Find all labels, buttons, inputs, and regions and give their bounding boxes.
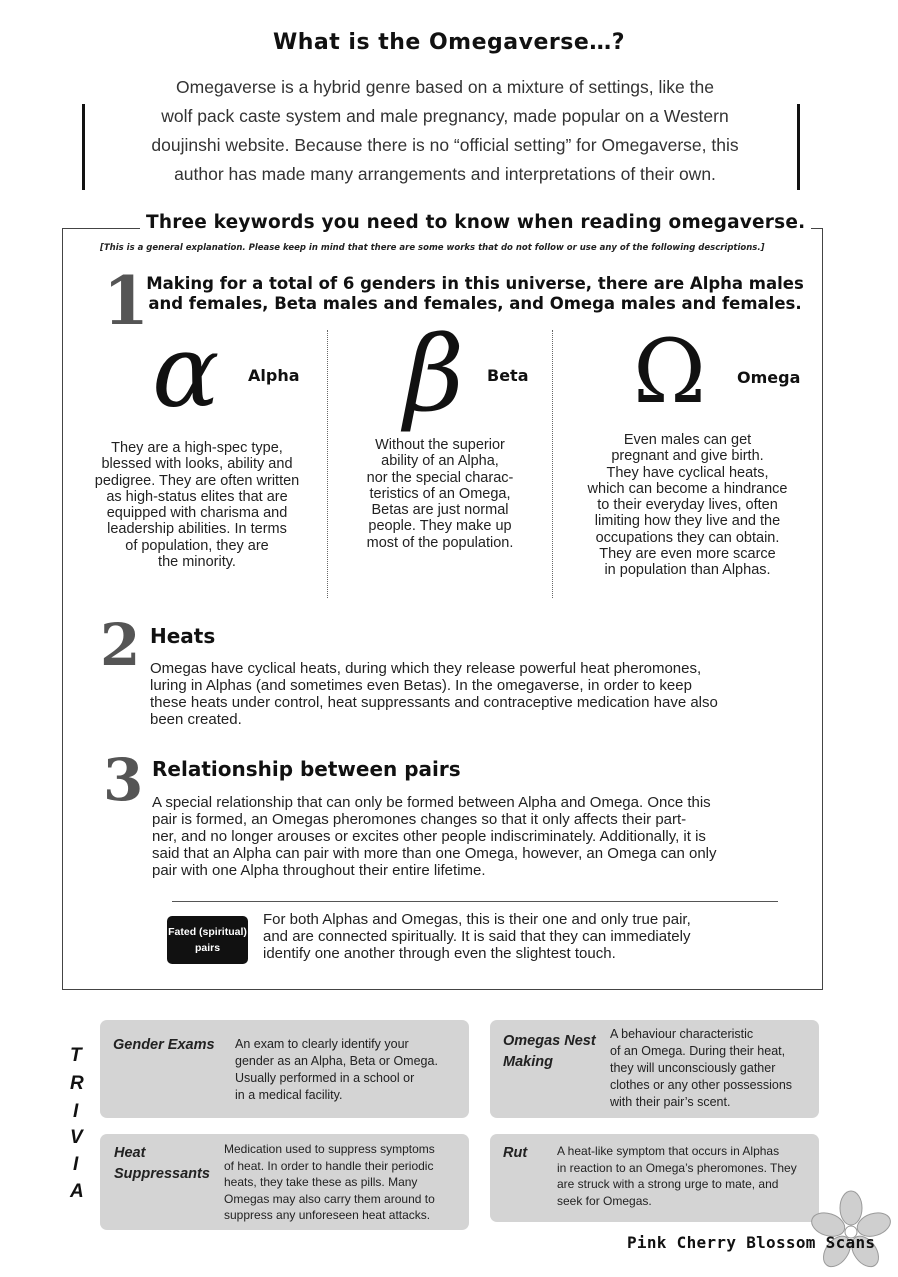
term-line: Omegas Nest xyxy=(503,1033,596,1049)
badge-line: pairs xyxy=(194,942,221,954)
relationship-line: pair with one Alpha throughout their entire lifetime. xyxy=(152,862,486,879)
def-line: of an Omega. During their heat, xyxy=(610,1044,786,1058)
divider-line xyxy=(172,901,778,902)
fated-line: identify one another through even the slightest touch. xyxy=(263,945,616,962)
def-line: they will unconsciously gather xyxy=(610,1061,776,1075)
scanlation-credit: Pink Cherry Blossom Scans xyxy=(627,1233,876,1252)
section-number-1: 1 xyxy=(103,262,149,340)
desc-line: which can become a hindrance xyxy=(587,480,788,497)
desc-line: nor the special charac- xyxy=(366,469,514,486)
heats-body xyxy=(150,660,820,728)
fated-line: and are connected spiritually. It is said that they can immediately xyxy=(263,928,691,945)
def-line: A behaviour characteristic xyxy=(610,1027,754,1041)
trivia-definition xyxy=(557,1143,817,1209)
trivia-term xyxy=(114,1143,210,1185)
desc-line: blessed with looks, ability and xyxy=(101,456,293,473)
alpha-label: Alpha xyxy=(248,366,300,385)
section-number-3: 3 xyxy=(103,746,144,814)
desc-line: Betas are just normal xyxy=(371,502,509,519)
desc-line: of population, they are xyxy=(125,537,269,554)
def-line: in reaction to an Omega’s pheromones. They xyxy=(557,1160,797,1175)
fated-pairs-badge xyxy=(167,916,248,964)
keywords-heading: Three keywords you need to know when reading omegaverse. xyxy=(140,212,811,233)
section1-text xyxy=(140,274,810,314)
section-number-2: 2 xyxy=(100,611,141,679)
trivia-letter: R xyxy=(70,1073,84,1094)
trivia-term xyxy=(503,1031,596,1073)
relationship-line: said that an Alpha can pair with more than one Omega, however, an Omega can only xyxy=(152,845,717,862)
desc-line: Even males can get xyxy=(623,432,752,448)
intro-line: wolf pack caste system and male pregnancy, made popular on a Western xyxy=(161,106,729,126)
desc-line: in population than Alphas. xyxy=(604,562,771,579)
beta-label: Beta xyxy=(487,366,529,385)
trivia-letter: I xyxy=(73,1154,79,1175)
section1-line: and females, Beta males and females, and Omega males and females. xyxy=(148,294,802,313)
omega-description xyxy=(565,432,810,579)
relationship-line: A special relationship that can only be formed between Alpha and Omega. Once this xyxy=(152,794,711,811)
def-line: are struck with a strong urge to mate, and xyxy=(557,1177,779,1191)
desc-line: to their everyday lives, often xyxy=(597,497,778,514)
trivia-letter: T xyxy=(70,1045,82,1066)
desc-line: Without the superior xyxy=(375,437,505,453)
relationship-heading: Relationship between pairs xyxy=(152,757,461,781)
desc-line: most of the population. xyxy=(366,534,514,551)
trivia-definition xyxy=(235,1036,465,1104)
beta-symbol: β xyxy=(404,313,465,435)
desc-line: as high-status elites that are xyxy=(106,488,288,505)
heats-line: Omegas have cyclical heats, during which they release powerful heat pheromones, xyxy=(150,660,702,677)
intro-left-bar xyxy=(82,104,85,190)
alpha-description xyxy=(72,440,322,570)
def-line: seek for Omegas. xyxy=(557,1193,652,1208)
desc-line: pedigree. They are often written xyxy=(94,472,300,489)
def-line: Usually performed in a school or xyxy=(235,1071,415,1085)
column-divider xyxy=(552,330,553,598)
heats-line: been created. xyxy=(150,711,242,728)
desc-line: ability of an Alpha, xyxy=(381,453,499,470)
desc-line: leadership abilities. In terms xyxy=(107,521,287,538)
intro-line: author has made many arrangements and interpretations of their own. xyxy=(174,164,716,184)
column-divider xyxy=(327,330,328,598)
beta-description xyxy=(335,437,545,551)
alpha-symbol: α xyxy=(152,313,220,430)
heats-line: luring in Alphas (and sometimes even Betas). In the omegaverse, in order to keep xyxy=(150,677,692,694)
def-line: with their pair’s scent. xyxy=(610,1095,731,1109)
def-line: clothes or any other possessions xyxy=(610,1078,793,1092)
desc-line: limiting how they live and the xyxy=(594,513,781,530)
desc-line: They are even more scarce xyxy=(599,546,776,563)
def-line: Medication used to suppress symptoms xyxy=(224,1142,435,1156)
cherry-blossom-icon xyxy=(808,1190,894,1270)
intro-line: Omegaverse is a hybrid genre based on a mixture of settings, like the xyxy=(176,77,714,97)
def-line: Omegas may also carry them around to xyxy=(224,1191,435,1206)
def-line: of heat. In order to handle their periodic xyxy=(224,1158,434,1173)
omega-label: Omega xyxy=(737,368,801,387)
intro-paragraph xyxy=(100,73,790,189)
desc-line: pregnant and give birth. xyxy=(611,448,764,465)
trivia-definition xyxy=(610,1026,816,1111)
section1-line: Making for a total of 6 genders in this universe, there are Alpha males xyxy=(146,274,804,293)
fated-line: For both Alphas and Omegas, this is their one and only true pair, xyxy=(263,911,691,928)
desc-line: They have cyclical heats, xyxy=(606,464,769,481)
intro-line: doujinshi website. Because there is no “official setting” for Omegaverse, this xyxy=(151,135,739,155)
trivia-letter: A xyxy=(70,1181,84,1202)
relationship-line: ner, and no longer arouses or excites other people indiscriminately. Additionally, it is xyxy=(152,828,706,845)
trivia-term: Rut xyxy=(503,1145,528,1161)
trivia-definition xyxy=(224,1141,467,1224)
desc-line: occupations they can obtain. xyxy=(595,529,780,546)
disclaimer-note: [This is a general explanation. Please keep in mind that there are some works that do not follow or use any of the following descriptions.] xyxy=(100,243,765,253)
desc-line: teristics of an Omega, xyxy=(369,485,511,502)
def-line: gender as an Alpha, Beta or Omega. xyxy=(235,1054,438,1068)
term-line: Heat xyxy=(114,1145,146,1161)
heats-line: these heats under control, heat suppressants and contraceptive medication have also xyxy=(150,694,718,711)
heats-heading: Heats xyxy=(150,624,216,648)
desc-line: equipped with charisma and xyxy=(106,505,288,522)
relationship-body xyxy=(152,794,820,879)
def-line: An exam to clearly identify your xyxy=(235,1037,409,1051)
term-line: Making xyxy=(503,1054,553,1070)
desc-line: people. They make up xyxy=(368,518,512,535)
term-line: Suppressants xyxy=(114,1166,210,1182)
def-line: heats, they take these as pills. Many xyxy=(224,1175,418,1189)
omega-symbol: Ω xyxy=(633,320,706,423)
intro-right-bar xyxy=(797,104,800,190)
def-line: A heat-like symptom that occurs in Alphas xyxy=(557,1144,780,1158)
page-title: What is the Omegaverse…? xyxy=(272,30,626,55)
fated-pairs-text xyxy=(263,911,783,962)
trivia-letter: I xyxy=(73,1101,79,1122)
trivia-term: Gender Exams xyxy=(113,1037,215,1053)
def-line: suppress any unforeseen heat attacks. xyxy=(224,1208,431,1222)
relationship-line: pair is formed, an Omegas pheromones changes so that it only affects their part- xyxy=(152,811,687,828)
def-line: in a medical facility. xyxy=(235,1088,343,1102)
badge-line: Fated (spiritual) xyxy=(168,926,247,938)
trivia-letter: V xyxy=(70,1127,83,1148)
desc-line: the minority. xyxy=(158,554,236,571)
desc-line: They are a high-spec type, xyxy=(111,440,283,456)
